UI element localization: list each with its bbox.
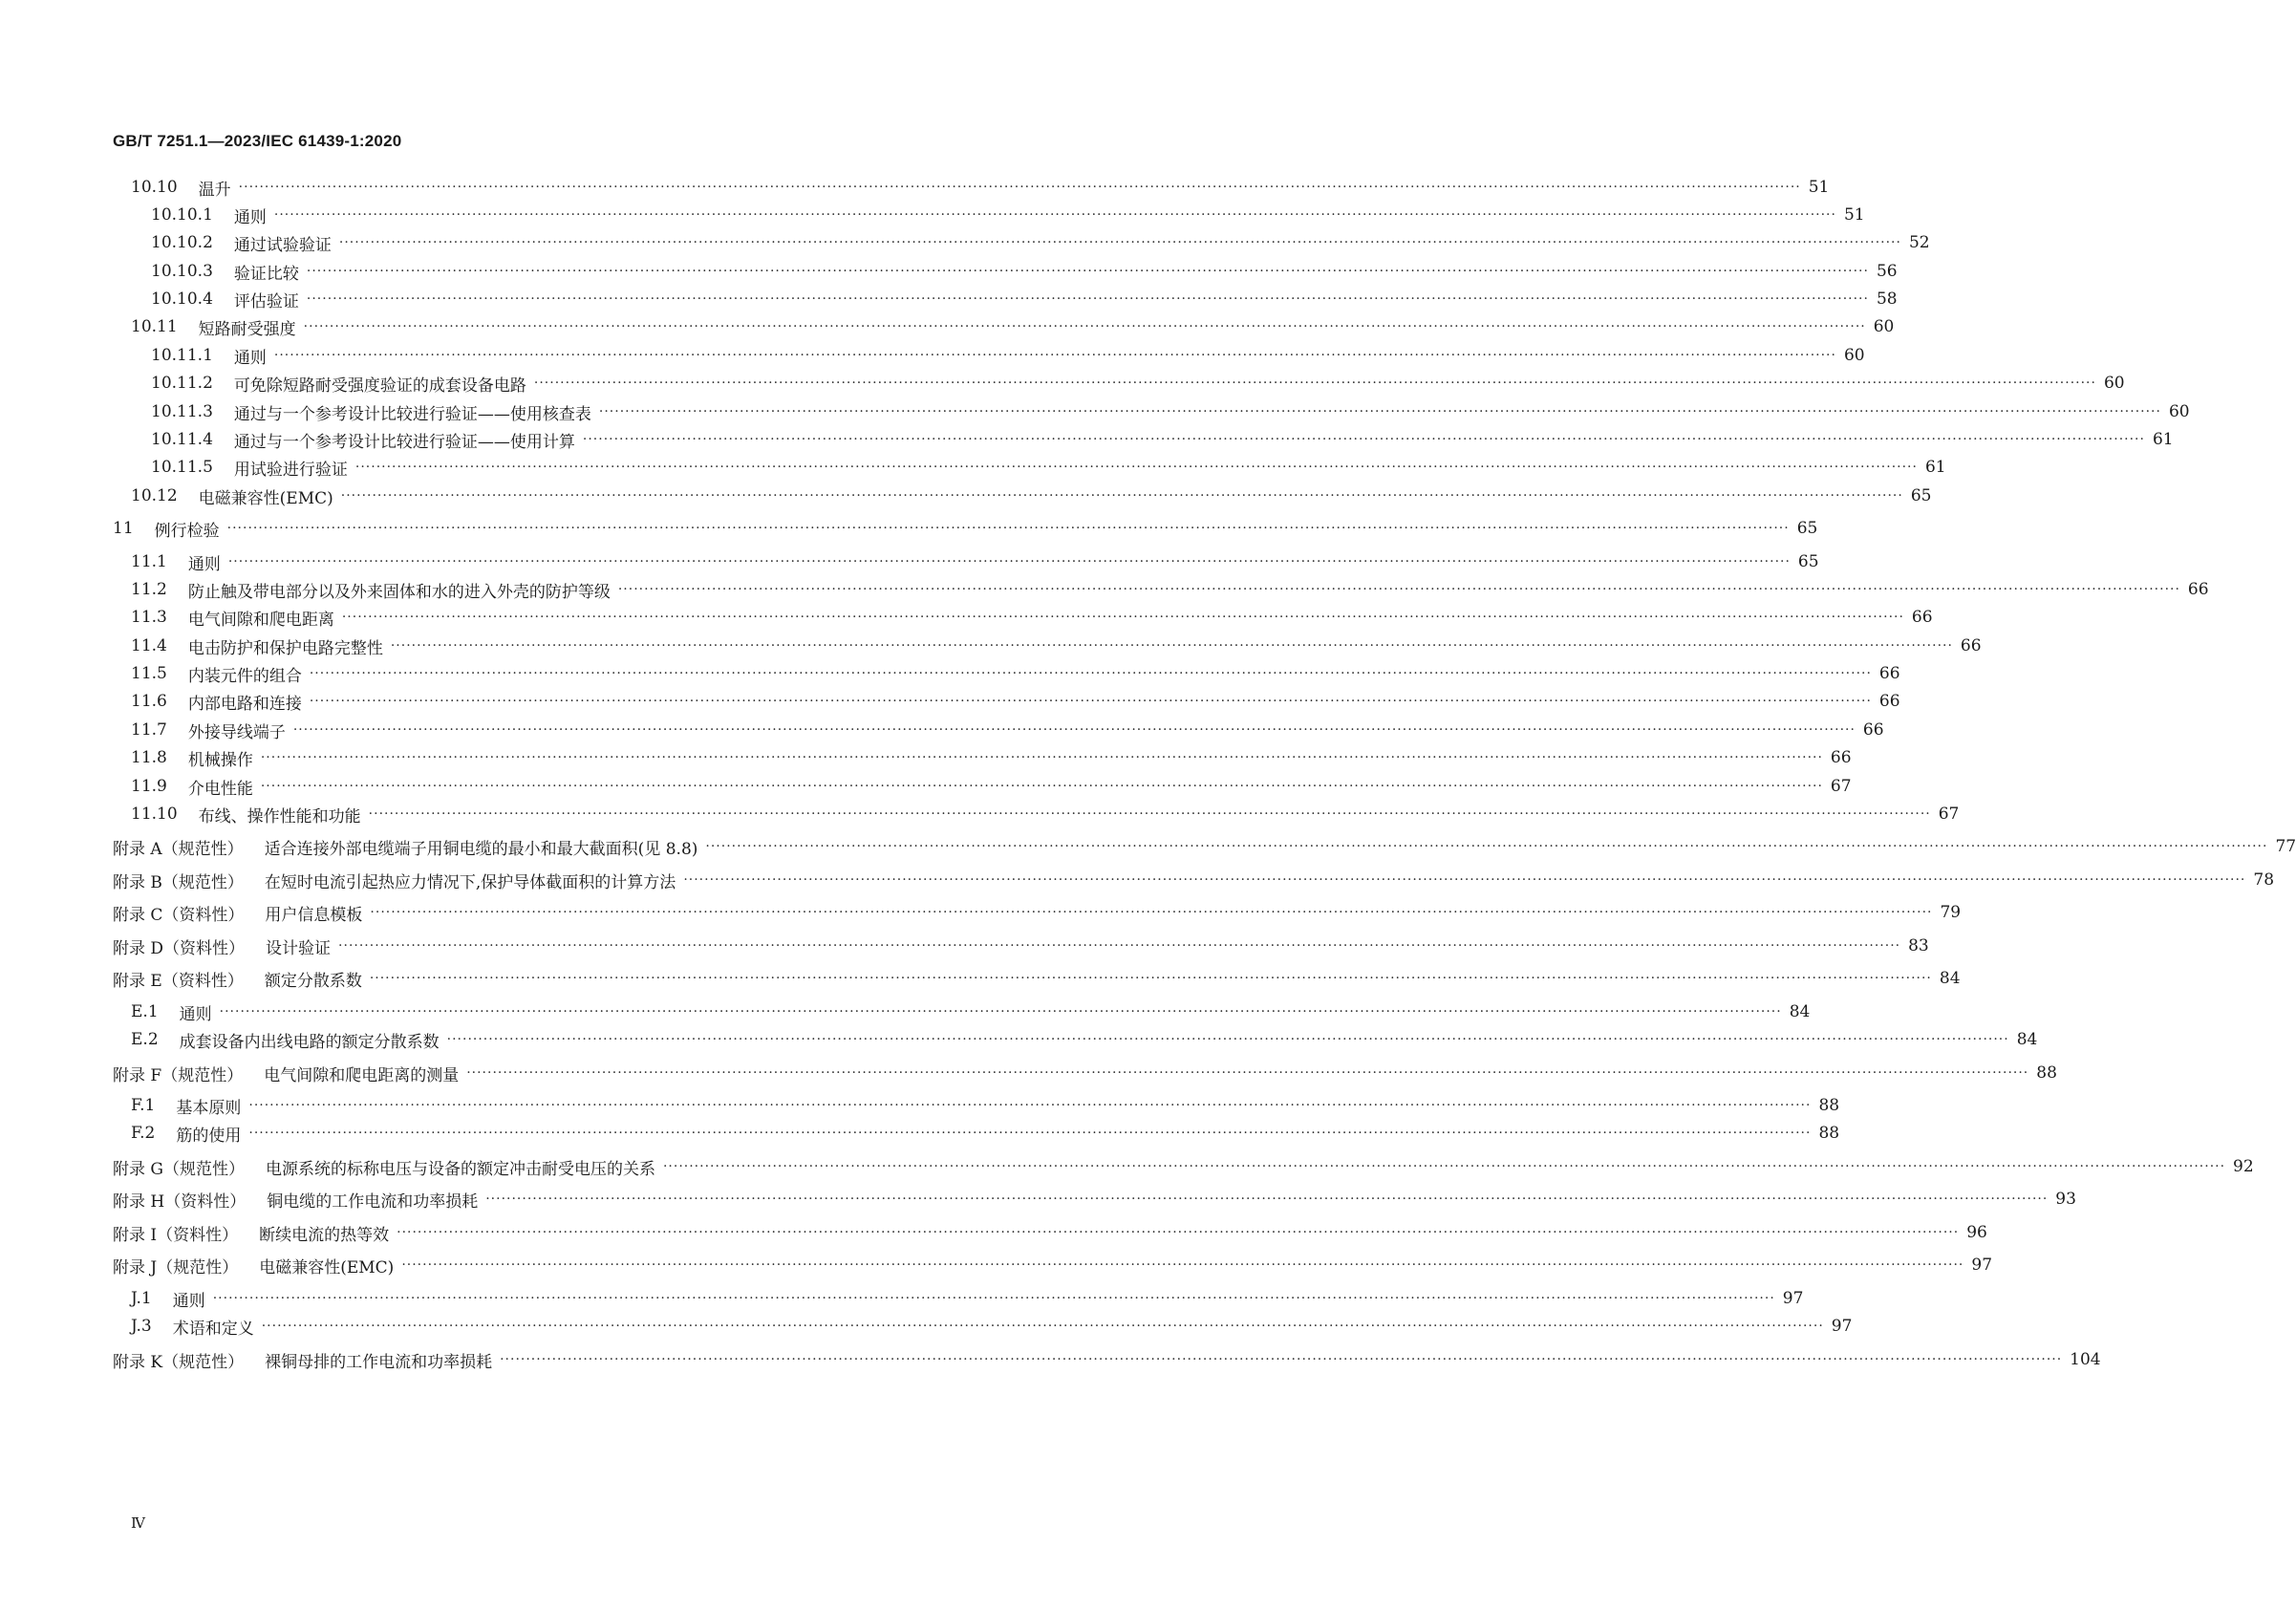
toc-entry-number: J.3: [131, 1317, 152, 1336]
toc-entry-title: 通则: [187, 554, 221, 574]
toc-entry-number: 附录 G（规范性）: [113, 1159, 245, 1179]
toc-entry-title: 评估验证: [233, 291, 299, 311]
toc-leader-dots: ············································································································································································································································································································: [401, 1257, 1964, 1273]
toc-entry-title: 通过与一个参考设计比较进行验证——使用计算: [233, 432, 575, 452]
toc-entry-title: 电气间隙和爬电距离的测量: [264, 1065, 460, 1085]
toc-entry[interactable]: [113, 898, 1962, 927]
toc-entry-title: 验证比较: [233, 264, 299, 284]
toc-entry-title: 机械操作: [187, 750, 253, 770]
toc-entry-title: 术语和定义: [172, 1319, 254, 1339]
toc-leader-dots: ············································································································································································································································································································: [340, 488, 1903, 504]
toc-entry[interactable]: [131, 800, 1960, 828]
toc-entry-number: 11.3: [131, 608, 167, 627]
toc-entry-title: 用户信息模板: [265, 905, 363, 925]
toc-leader-dots: ············································································································································································································································································································: [598, 404, 2161, 419]
toc-leader-dots: ············································································································································································································································································································: [662, 1159, 2226, 1174]
toc-leader-dots: ············································································································································································································································································································: [370, 905, 1933, 920]
toc-entry[interactable]: [151, 341, 1865, 370]
toc-entry-page: 56: [1876, 262, 1898, 281]
toc-entry-number: 11.6: [131, 692, 167, 711]
toc-entry-number: 附录 C（资料性）: [113, 905, 245, 925]
toc-entry[interactable]: [113, 1059, 2057, 1087]
toc-entry-number: 11.2: [131, 580, 167, 599]
toc-entry-number: 附录 K（规范性）: [113, 1352, 245, 1372]
toc-entry-page: 67: [1938, 805, 1960, 824]
toc-entry[interactable]: [131, 312, 1895, 341]
toc-entry-page: 60: [1843, 346, 1865, 365]
toc-leader-dots: ············································································································································································································································································································: [446, 1032, 2009, 1047]
toc-entry-number: 10.10.1: [151, 205, 213, 225]
toc-leader-dots: ············································································································································································································································································································: [582, 432, 2145, 447]
toc-entry[interactable]: [113, 1345, 2101, 1374]
toc-entry-page: 67: [1830, 777, 1852, 796]
toc-entry-page: 88: [1818, 1124, 1840, 1143]
toc-leader-dots: ············································································································································································································································································································: [369, 971, 1932, 986]
toc-leader-dots: ············································································································································································································································································································: [683, 872, 2246, 888]
toc-entry[interactable]: [113, 1251, 1993, 1279]
toc-entry[interactable]: [113, 1218, 1987, 1247]
toc-leader-dots: ············································································································································································································································································································: [705, 839, 2268, 854]
toc-leader-dots: ············································································································································································································································································································: [248, 1098, 1812, 1113]
toc-entry-page: 51: [1843, 205, 1865, 225]
toc-entry[interactable]: [131, 716, 1884, 744]
toc-entry-title: 外接导线端子: [187, 722, 286, 742]
toc-leader-dots: ············································································································································································································································································································: [617, 582, 2180, 597]
toc-entry-page: 58: [1876, 290, 1898, 309]
toc-entry[interactable]: [151, 201, 1865, 229]
toc-entry-page: 97: [1971, 1256, 1993, 1275]
toc-entry-page: 66: [1878, 664, 1900, 683]
toc-entry-number: 10.11.5: [151, 458, 213, 477]
toc-leader-dots: ············································································································································································································································································································: [338, 938, 1901, 954]
toc-entry-title: 布线、操作性能和功能: [198, 806, 361, 826]
toc-leader-dots: ············································································································································································································································································································: [306, 264, 1869, 279]
toc-entry-page: 61: [2152, 430, 2174, 449]
toc-entry-title: 内装元件的组合: [187, 666, 302, 686]
toc-entry-number: F.2: [131, 1124, 156, 1143]
toc-entry-number: 10.12: [131, 486, 178, 505]
toc-entry-title: 介电性能: [187, 779, 253, 799]
toc-entry-page: 66: [2187, 580, 2209, 599]
toc-entry-title: 内部电路和连接: [187, 694, 302, 714]
toc-entry-number: 11.5: [131, 664, 167, 683]
toc-entry-number: 11.10: [131, 805, 178, 824]
toc-entry[interactable]: [131, 632, 1982, 660]
toc-entry[interactable]: [131, 743, 1852, 772]
toc-entry[interactable]: [131, 603, 1933, 632]
toc-entry-title: 电击防护和保护电路完整性: [187, 638, 383, 658]
toc-entry[interactable]: [151, 257, 1898, 286]
toc-entry-number: 附录 A（规范性）: [113, 839, 244, 859]
toc-entry-title: 通过与一个参考设计比较进行验证——使用核查表: [233, 404, 591, 424]
toc-entry-page: 66: [1830, 748, 1852, 767]
toc-entry-page: 66: [1911, 608, 1933, 627]
toc-entry-title: 通则: [179, 1004, 212, 1024]
toc-leader-dots: ············································································································································································································································································································: [261, 1319, 1824, 1334]
toc-entry-number: 附录 D（资料性）: [113, 938, 246, 958]
toc-entry-page: 92: [2233, 1157, 2254, 1176]
toc-entry[interactable]: [131, 482, 1932, 510]
toc-entry-page: 60: [1873, 317, 1895, 336]
toc-entry-number: 10.11.1: [151, 346, 213, 365]
toc-entry-title: 裸铜母排的工作电流和功率损耗: [265, 1352, 493, 1372]
toc-leader-dots: ············································································································································································································································································································: [306, 291, 1869, 307]
toc-entry-title: 例行检验: [154, 521, 220, 541]
toc-entry-page: 60: [2168, 402, 2190, 421]
toc-entry-number: 附录 B（规范性）: [113, 872, 244, 892]
toc-leader-dots: ············································································································································································································································································································: [226, 521, 1790, 536]
toc-entry-number: 10.10: [131, 178, 178, 197]
toc-entry[interactable]: [151, 228, 1930, 257]
toc-entry-number: 10.11: [131, 317, 178, 336]
toc-entry-page: 66: [1878, 692, 1900, 711]
toc-entry-page: 77: [2275, 837, 2296, 856]
toc-leader-dots: ············································································································································································································································································································: [309, 666, 1872, 681]
toc-entry-number: 10.11.3: [151, 402, 213, 421]
toc-entry[interactable]: [131, 687, 1900, 716]
toc-entry-page: 78: [2253, 870, 2275, 890]
toc-entry-number: 11.7: [131, 720, 167, 740]
toc-entry[interactable]: [131, 1312, 1853, 1341]
toc-entry-page: 84: [1939, 969, 1961, 988]
toc-leader-dots: ············································································································································································································································································································: [485, 1191, 2049, 1207]
toc-entry-page: 79: [1940, 903, 1962, 922]
toc-entry-page: 84: [2016, 1030, 2038, 1049]
toc-entry-number: J.1: [131, 1289, 152, 1308]
toc-leader-dots: ············································································································································································································································································································: [368, 806, 1931, 822]
toc-entry[interactable]: [131, 1025, 2038, 1054]
toc-entry-number: 11.1: [131, 552, 167, 571]
toc-leader-dots: ············································································································································································································································································································: [227, 554, 1791, 569]
toc-entry[interactable]: [151, 369, 2125, 397]
toc-entry-title: 通则: [233, 348, 267, 368]
toc-entry-number: 11.4: [131, 636, 167, 655]
toc-entry[interactable]: [131, 1119, 1840, 1148]
toc-entry-title: 电源系统的标称电压与设备的额定冲击耐受电压的关系: [265, 1159, 655, 1179]
toc-entry-number: 10.11.2: [151, 374, 213, 393]
toc-leader-dots: ············································································································································································································································································································: [500, 1352, 2063, 1367]
toc-entry-page: 65: [1797, 552, 1819, 571]
toc-leader-dots: ············································································································································································································································································································: [341, 610, 1904, 625]
toc-leader-dots: ············································································································································································································································································································: [260, 779, 1823, 794]
document-id-header: GB/T 7251.1—2023/IEC 61439-1:2020: [113, 132, 402, 150]
toc-entry[interactable]: [131, 547, 1819, 576]
toc-entry-title: 电磁兼容性(EMC): [198, 488, 333, 508]
toc-leader-dots: ············································································································································································································································································································: [390, 638, 1953, 654]
toc-leader-dots: ············································································································································································································································································································: [273, 348, 1836, 363]
toc-entry[interactable]: [113, 866, 2275, 894]
toc-entry-title: 用试验进行验证: [233, 460, 348, 480]
toc-leader-dots: ············································································································································································································································································································: [212, 1291, 1775, 1306]
toc-entry-page: 88: [2036, 1063, 2057, 1083]
toc-entry[interactable]: [131, 772, 1852, 801]
toc-entry-title: 通过试验验证: [233, 235, 332, 255]
toc-leader-dots: ············································································································································································································································································································: [533, 376, 2096, 391]
toc-entry-number: 11.9: [131, 777, 167, 796]
toc-entry-page: 66: [1862, 720, 1884, 740]
toc-entry[interactable]: [131, 1284, 1804, 1313]
toc-entry-number: 10.10.4: [151, 290, 213, 309]
toc-entry-number: 附录 H（资料性）: [113, 1191, 247, 1212]
toc-leader-dots: ············································································································································································································································································································: [354, 460, 1918, 475]
toc-entry[interactable]: [131, 659, 1900, 688]
toc-entry[interactable]: [131, 173, 1830, 202]
toc-leader-dots: ············································································································································································································································································································: [273, 207, 1836, 223]
toc-entry-title: 通则: [172, 1291, 205, 1311]
toc-leader-dots: ············································································································································································································································································································: [303, 319, 1866, 334]
toc-entry-number: F.1: [131, 1096, 156, 1115]
toc-entry[interactable]: [113, 832, 2296, 861]
toc-entry[interactable]: [113, 932, 1929, 960]
toc-entry-page: 83: [1908, 936, 1929, 955]
toc-entry-page: 65: [1910, 486, 1932, 505]
page-number: Ⅳ: [131, 1514, 145, 1532]
toc-entry-page: 88: [1818, 1096, 1840, 1115]
toc-entry-title: 电气间隙和爬电距离: [187, 610, 334, 630]
toc-leader-dots: ············································································································································································································································································································: [309, 694, 1872, 709]
toc-entry-number: 11.8: [131, 748, 167, 767]
toc-entry-title: 设计验证: [266, 938, 332, 958]
toc-entry[interactable]: [131, 998, 1811, 1026]
toc-entry-title: 铜电缆的工作电流和功率损耗: [267, 1191, 479, 1212]
toc-entry-page: 97: [1831, 1317, 1853, 1336]
toc-entry[interactable]: [113, 514, 1818, 543]
toc-entry-page: 96: [1966, 1223, 1987, 1242]
toc-entry-title: 在短时电流引起热应力情况下,保护导体截面积的计算方法: [264, 872, 676, 892]
toc-entry-number: E.2: [131, 1030, 159, 1049]
toc-entry-page: 66: [1960, 636, 1982, 655]
toc-entry-number: 10.10.3: [151, 262, 213, 281]
toc-leader-dots: ············································································································································································································································································································: [219, 1004, 1782, 1020]
toc-leader-dots: ············································································································································································································································································································: [248, 1126, 1812, 1141]
toc-entry-number: 11: [113, 519, 134, 538]
toc-leader-dots: ············································································································································································································································································································: [260, 750, 1823, 765]
toc-entry-title: 温升: [198, 180, 231, 200]
toc-entry-page: 52: [1908, 233, 1930, 252]
toc-entry[interactable]: [131, 575, 2209, 604]
toc-leader-dots: ············································································································································································································································································································: [338, 235, 1901, 250]
toc-entry-title: 额定分散系数: [264, 971, 362, 991]
toc-entry-title: 可免除短路耐受强度验证的成套设备电路: [233, 376, 526, 396]
toc-entry-page: 104: [2070, 1350, 2101, 1369]
toc-leader-dots: ············································································································································································································································································································: [466, 1065, 2029, 1081]
toc-entry-page: 84: [1789, 1002, 1811, 1021]
toc-entry[interactable]: [151, 397, 2190, 426]
toc-entry[interactable]: [131, 1091, 1840, 1120]
toc-entry[interactable]: [151, 453, 1946, 482]
toc-entry-title: 防止触及带电部分以及外来固体和水的进入外壳的防护等级: [187, 582, 611, 602]
toc-entry-title: 短路耐受强度: [198, 319, 296, 339]
toc-entry-page: 51: [1808, 178, 1830, 197]
toc-entry-title: 电磁兼容性(EMC): [259, 1257, 395, 1277]
toc-entry-number: 附录 E（资料性）: [113, 971, 244, 991]
toc-leader-dots: ············································································································································································································································································································: [397, 1225, 1960, 1240]
toc-entry-title: 通则: [233, 207, 267, 227]
toc-entry-number: 10.10.2: [151, 233, 213, 252]
toc-entry-number: 10.11.4: [151, 430, 213, 449]
toc-entry-page: 97: [1782, 1289, 1804, 1308]
toc-entry-title: 成套设备内出线电路的额定分散系数: [179, 1032, 440, 1052]
toc-entry-title: 断续电流的热等效: [259, 1225, 390, 1245]
toc-leader-dots: ············································································································································································································································································································: [238, 180, 1801, 195]
toc-entry-number: E.1: [131, 1002, 159, 1021]
toc-entry-page: 60: [2103, 374, 2125, 393]
toc-entry[interactable]: [113, 1152, 2254, 1181]
toc-entry-title: 适合连接外部电缆端子用铜电缆的最小和最大截面积(见 8.8): [264, 839, 698, 859]
toc-entry[interactable]: [113, 1185, 2076, 1213]
toc-entry-page: 61: [1924, 458, 1946, 477]
toc-entry[interactable]: [113, 964, 1961, 993]
toc-entry-page: 65: [1796, 519, 1818, 538]
toc-entry[interactable]: [151, 285, 1898, 313]
toc-entry-number: 附录 F（规范性）: [113, 1065, 244, 1085]
toc-entry-number: 附录 I（资料性）: [113, 1225, 239, 1245]
toc-entry-title: 基本原则: [176, 1098, 242, 1118]
toc-entry-page: 93: [2055, 1190, 2076, 1209]
toc-entry-title: 筋的使用: [176, 1126, 242, 1146]
toc-entry[interactable]: [151, 425, 2174, 454]
toc-leader-dots: ············································································································································································································································································································: [292, 722, 1856, 738]
toc-entry-number: 附录 J（规范性）: [113, 1257, 239, 1277]
